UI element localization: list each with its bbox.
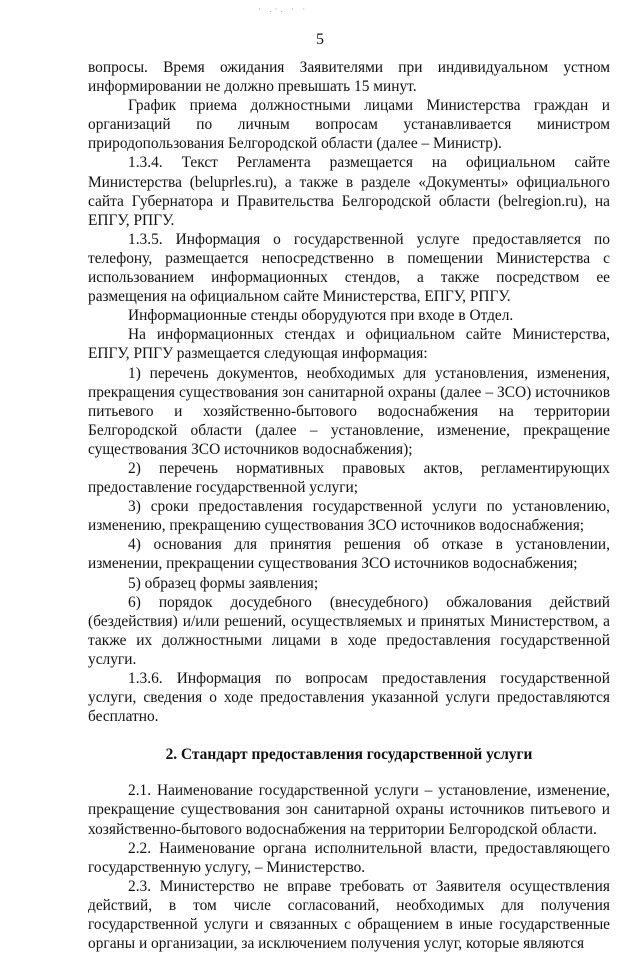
page-number: 5	[316, 31, 324, 48]
paragraph: 2.2. Наименование органа исполнительной власти, предоставляющего государственную услугу, – Министерство.	[88, 839, 610, 876]
list-item: 1) перечень документов, необходимых для установления, изменения, прекращения существования зон санитарной охраны (далее – ЗСО) источников питьевого и хозяйственно-бытового водоснабжения на территории Белгородской области (далее – установление, изменение, прекращение существования ЗСО источников водоснабжения);	[88, 364, 610, 458]
scan-marks: · .·. · ·	[258, 4, 309, 14]
paragraph: вопросы. Время ожидания Заявителями при индивидуальном устном информировании не должно превышать 15 минут.	[88, 59, 610, 96]
list-item: 3) сроки предоставления государственной услуги по установлению, изменению, прекращению существования ЗСО источников водоснабжения;	[88, 498, 610, 535]
document-body	[88, 58, 610, 953]
list-item: 2) перечень нормативных правовых актов, регламентирующих предоставление государственной услуги;	[88, 459, 610, 497]
list-item: 6) порядок досудебного (внесудебного) обжалования действий (бездействия) и/или решений, осуществляемых и принятых Министерством, а также их должностными лицами в ходе предоставления государственной услуги.	[88, 593, 610, 668]
paragraph: 1.3.4. Текст Регламента размещается на официальном сайте Министерства (beluprles.ru), а также в разделе «Документы» официального сайта Губернатора и Правительства Белгородской области (belregion.ru), на ЕПГУ, РПГУ.	[88, 154, 610, 229]
list-item: 5) образец формы заявления;	[128, 574, 319, 592]
paragraph: 2.1. Наименование государственной услуги – установление, изменение, прекращение существования зон санитарной охраны источников питьевого и хозяйственно-бытового водоснабжения на территории Белгородской области.	[88, 782, 610, 838]
section-heading: 2. Стандарт предоставления государственной услуги	[165, 746, 533, 764]
paragraph: На информационных стендах и официальном сайте Министерства, ЕПГУ, РПГУ размещается следующая информация:	[88, 326, 610, 363]
paragraph: 1.3.6. Информация по вопросам предоставления государственной услуги, сведения о ходе предоставления указанной услуги предоставляются бесплатно.	[88, 670, 610, 726]
paragraph: График приема должностными лицами Министерства граждан и организаций по личным вопросам устанавливается министром природопользования Белгородской области (далее – Министр).	[88, 97, 610, 153]
paragraph: 2.3. Министерство не вправе требовать от Заявителя осуществления действий, в том числе согласований, необходимых для получения государственной услуги и связанных с обращением в иные государственные органы и организации, за исключением получения услуг, которые являются	[88, 877, 610, 953]
paragraph: Информационные стенды оборудуются при входе в Отдел.	[128, 307, 514, 325]
paragraph: 1.3.5. Информация о государственной услуге предоставляется по телефону, размещается непосредственно в помещении Министерства с использованием информационных стендов, а также посредством ее размещения на официальном сайте Министерства, ЕПГУ, РПГУ.	[88, 230, 610, 306]
list-item: 4) основания для принятия решения об отказе в установлении, изменении, прекращении существования ЗСО источников водоснабжения;	[88, 536, 610, 573]
